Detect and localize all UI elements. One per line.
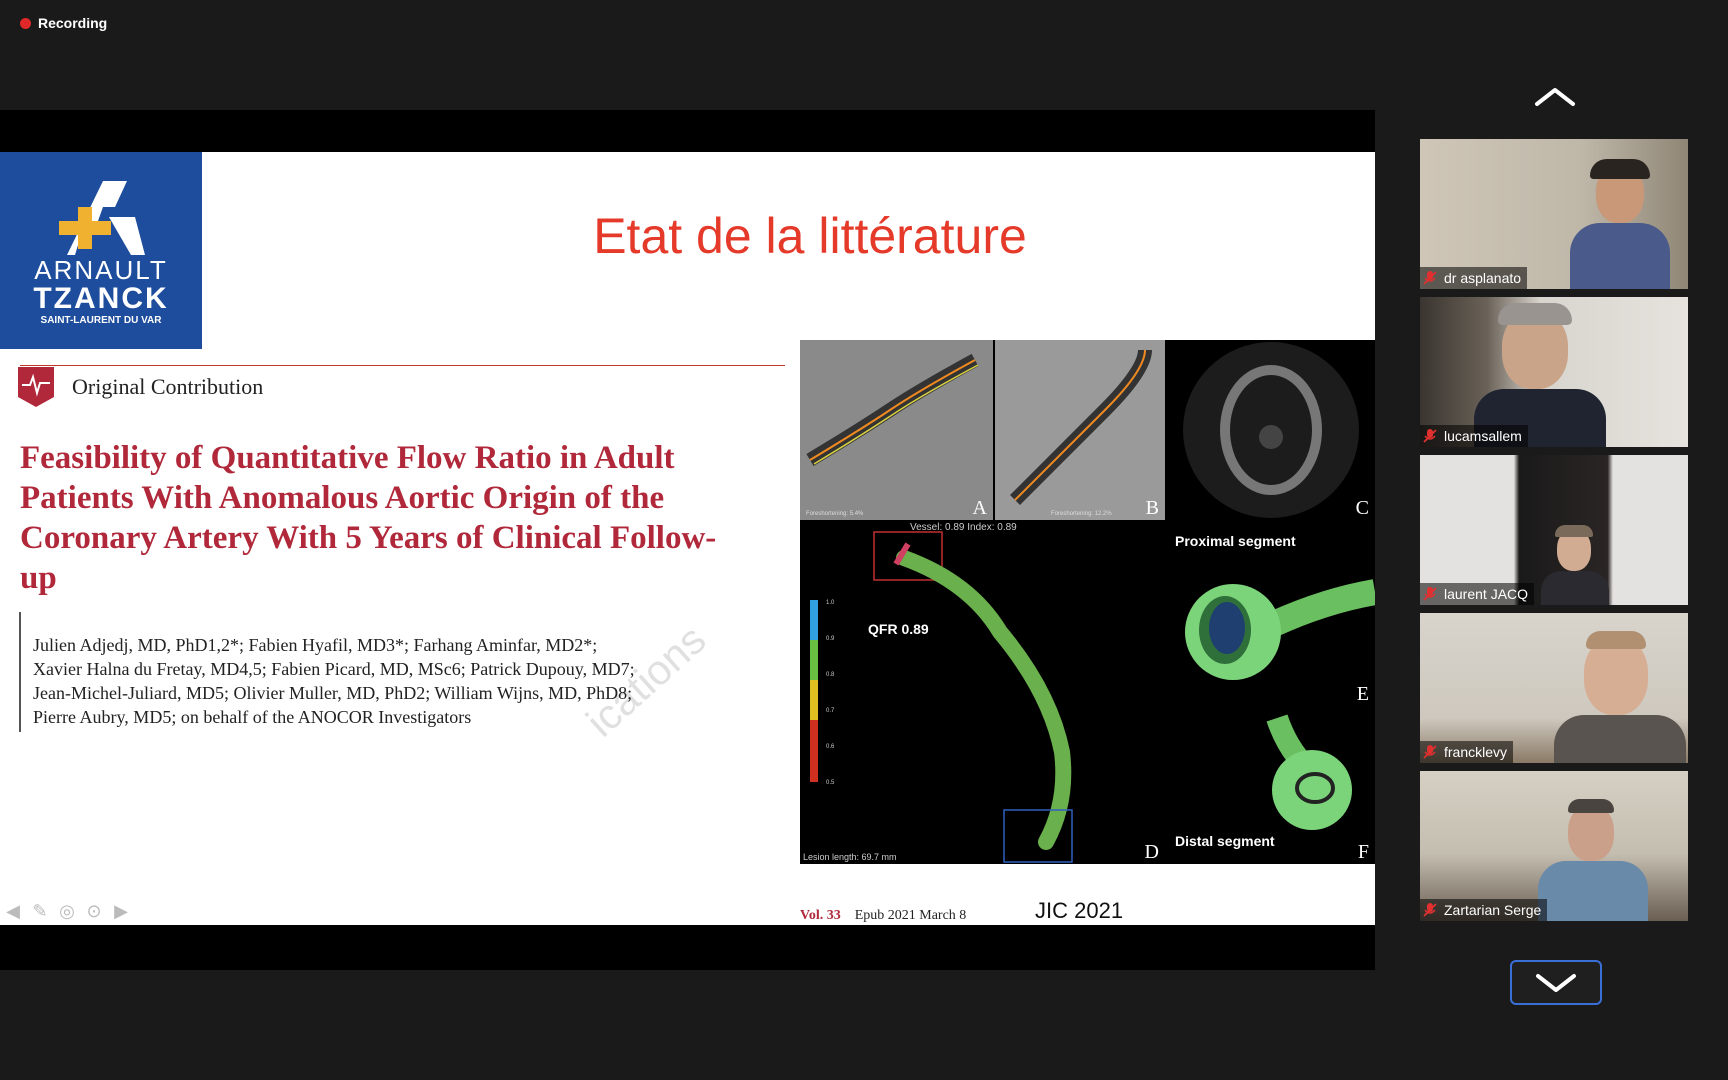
next-slide-icon[interactable]: ▶ [114,901,128,921]
foreshortening-a-label: Foreshortening: 5.4% [806,511,864,517]
vessel-index-label: Vessel: 0.89 Index: 0.89 [910,522,1017,533]
scale-tick: 0.7 [826,708,835,714]
slide-view-icon[interactable]: ◎ [59,901,75,921]
author-line: Xavier Halna du Fretay, MD4,5; Fabien Picard, MD, MSc6; Patrick Dupouy, MD7; [33,659,635,679]
journal-epub: Epub 2021 March 8 [854,908,967,923]
journal-citation [800,908,966,924]
mic-off-icon [1422,586,1438,602]
journal-volume: Vol. 33 [800,908,841,923]
participant-tile[interactable] [1420,455,1688,605]
scale-tick: 0.8 [826,672,835,678]
participant-video [1545,525,1605,605]
jic-label: JIC 2021 [1035,898,1124,923]
figure-panel-a [800,340,993,520]
recording-label: Recording [38,15,108,31]
participant-tile[interactable] [1420,297,1688,447]
scale-tick: 0.6 [826,744,835,750]
participant-video [1560,627,1680,763]
gallery-prev-page-button[interactable] [1533,84,1577,108]
participant-name: lucamsallem [1444,428,1522,444]
figure-panel-e [1167,522,1375,706]
panel-label: A [972,497,987,519]
scale-tick: 1.0 [826,600,835,606]
logo-line-2: TZANCK [33,282,169,315]
angiogram-a [800,340,993,520]
pen-tool-icon[interactable]: ✎ [32,901,48,921]
panel-label: D [1144,841,1159,863]
proximal-segment-render [1167,522,1375,706]
participant-name: dr asplanato [1444,270,1522,286]
foreshortening-b-label: Foreshortening: 12.2% [1051,511,1112,517]
paper-title: Feasibility of Quantitative Flow Ratio in Adult Patients With Anomalous Aortic Origin of the Coronary Artery With 5 Years of Clinical Follow-up [20,440,717,596]
chevron-up-icon [1537,90,1573,104]
figure-panel-d [800,522,1165,864]
presentation-slide [0,152,1375,925]
angiogram-b [995,340,1165,520]
participant-name: Zartarian Serge [1444,902,1542,918]
participant-name-bar [1420,583,1534,605]
participant-name-bar [1420,899,1547,921]
participant-name-bar [1420,741,1513,763]
more-options-icon[interactable]: ⊙ [86,901,102,921]
ivus-image [1168,340,1375,520]
participant-name-bar [1420,425,1528,447]
record-dot-icon [20,18,31,29]
previous-slide-icon[interactable]: ◀ [6,901,20,921]
distal-segment-render [1167,708,1375,864]
author-line: Pierre Aubry, MD5; on behalf of the ANOCOR Investigators [33,707,472,727]
participant-tile[interactable] [1420,139,1688,289]
mic-off-icon [1422,270,1438,286]
chevron-down-icon [1512,962,1600,1003]
participant-video [1580,159,1660,289]
logo-line-3: SAINT-LAURENT DU VAR [40,315,162,326]
gallery-next-page-button[interactable] [1510,960,1602,1005]
figure-panel-c [1168,340,1375,520]
panel-label: F [1357,841,1369,863]
scale-tick: 0.5 [826,780,835,786]
panel-label: B [1145,497,1159,519]
section-divider [20,365,785,366]
mic-off-icon [1422,744,1438,760]
lesion-length-label: Lesion length: 69.7 mm [803,852,897,862]
logo-emblem-icon [45,177,157,257]
distal-segment-label: Distal segment [1175,833,1275,849]
heartbeat-icon [18,367,54,407]
scale-tick: 0.9 [826,636,835,642]
logo-line-1: ARNAULT [34,255,168,285]
qfr-figure [800,340,1375,864]
authors-accent-bar [19,612,21,732]
qfr-reconstruction [800,522,1165,864]
figure-panel-f [1167,708,1375,864]
participant-tile[interactable] [1420,771,1688,921]
slide-toolbar [2,900,132,922]
qfr-value: QFR 0.89 [868,621,929,637]
mic-off-icon [1422,902,1438,918]
hospital-logo [0,152,202,349]
participant-name: francklevy [1444,744,1508,760]
figure-panel-b [995,340,1165,520]
participant-video [1538,799,1648,921]
panel-label: E [1356,683,1369,705]
section-label: Original Contribution [72,374,264,399]
mic-off-icon [1422,428,1438,444]
participant-name-bar [1420,267,1527,289]
author-line: Julien Adjedj, MD, PhD1,2*; Fabien Hyafil, MD3*; Farhang Aminfar, MD2*; [33,635,598,655]
author-line: Jean-Michel-Juliard, MD5; Olivier Muller, MD, PhD2; William Wijns, MD, PhD8; [33,683,633,703]
proximal-segment-label: Proximal segment [1175,533,1296,549]
watermark-text: ications [577,615,715,746]
participant-name: laurent JACQ [1444,586,1529,602]
slide-title: Etat de la littérature [593,208,1027,264]
participant-tile[interactable] [1420,613,1688,763]
recording-indicator [20,15,107,31]
panel-label: C [1355,497,1369,519]
